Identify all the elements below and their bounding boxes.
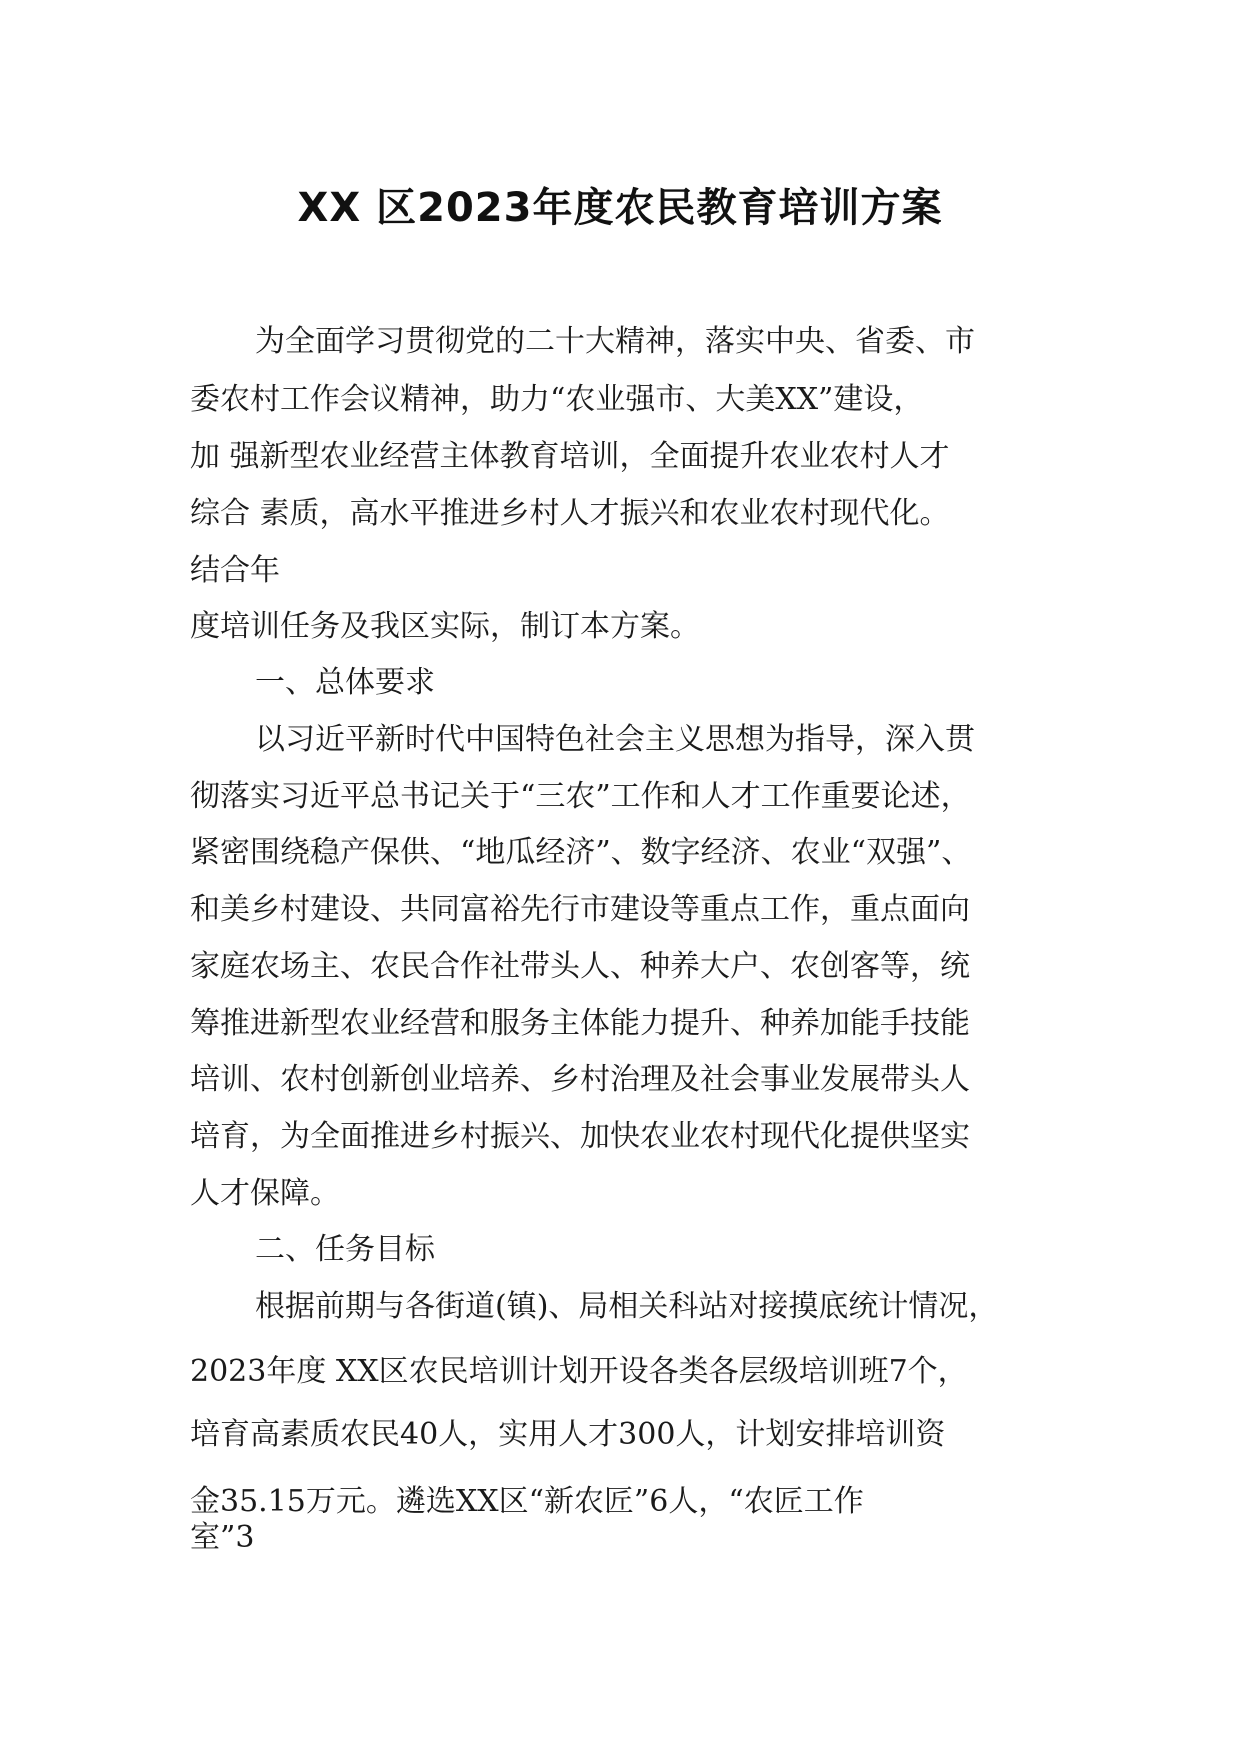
paragraph-line: 综合 素质，高水平推进乡村人才振兴和农业农村现代化。 [190, 496, 950, 531]
paragraph-line: 和美乡村建设、共同富裕先行市建设等重点工作，重点面向 [190, 892, 970, 927]
paragraph-line: 人才保障。 [190, 1176, 340, 1211]
section-heading: 一、总体要求 [255, 665, 435, 700]
paragraph-line: 根据前期与各街道(镇)、局相关科站对接摸底统计情况， [255, 1289, 999, 1324]
paragraph-line: 委农村工作会议精神，助力“农业强市、大美XX”建设， [190, 382, 924, 417]
paragraph-line: 金35.15万元。遴选XX区“新农匠”6人，“农匠工作 [190, 1484, 864, 1519]
paragraph-line: 为全面学习贯彻党的二十大精神，落实中央、省委、市 [255, 324, 975, 359]
paragraph-line: 度培训任务及我区实际，制订本方案。 [190, 609, 700, 644]
paragraph-line: 加 强新型农业经营主体教育培训，全面提升农业农村人才 [190, 439, 950, 474]
paragraph-line: 培训、农村创新创业培养、乡村治理及社会事业发展带头人 [190, 1062, 970, 1097]
paragraph-line: 培育高素质农民40人，实用人才300人，计划安排培训资 [190, 1417, 946, 1452]
paragraph-line: 培育，为全面推进乡村振兴、加快农业农村现代化提供坚实 [190, 1119, 970, 1154]
paragraph-line: 室”3 [190, 1520, 255, 1555]
paragraph-line: 以习近平新时代中国特色社会主义思想为指导，深入贯 [255, 722, 975, 757]
paragraph-line: 家庭农场主、农民合作社带头人、种养大户、农创客等，统 [190, 949, 970, 984]
paragraph-line: 筹推进新型农业经营和服务主体能力提升、种养加能手技能 [190, 1006, 970, 1041]
document-title: XX 区2023年度农民教育培训方案 [297, 185, 943, 231]
paragraph-line: 结合年 [190, 553, 280, 588]
paragraph-line: 紧密围绕稳产保供、“地瓜经济”、数字经济、农业“双强”、 [190, 835, 972, 870]
section-heading: 二、任务目标 [255, 1232, 435, 1267]
paragraph-line: 彻落实习近平总书记关于“三农”工作和人才工作重要论述， [190, 779, 971, 814]
paragraph-line: 2023年度 XX区农民培训计划开设各类各层级培训班7个， [190, 1354, 968, 1389]
